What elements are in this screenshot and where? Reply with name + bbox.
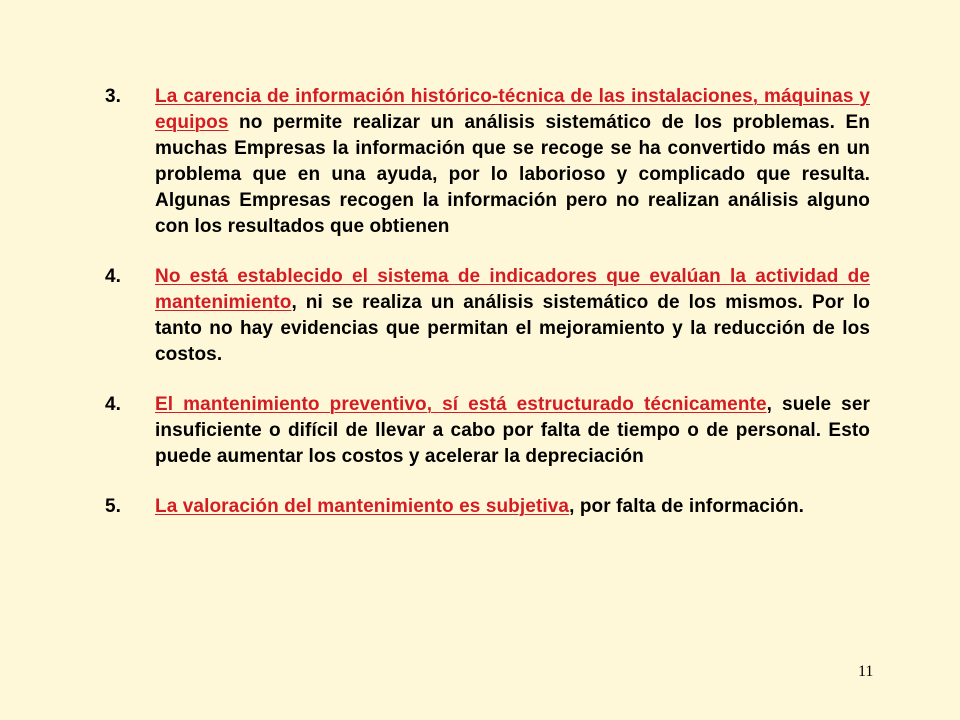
item-body: no permite realizar un análisis sistemático de los problemas. En muchas Empresas la información que se recoge se ha convertido más en un problema que en una ayuda, por lo laborioso y complicado que resulta. Algunas Empresas recogen la información pero no realizan análisis alguno con los resultados que obtienen [155,112,870,237]
item-text [155,264,870,368]
list-item [105,494,870,520]
item-body: , por falta de información. [569,496,805,517]
list-item [105,264,870,368]
list-item [105,392,870,470]
numbered-list [105,84,870,520]
item-highlight: La valoración del mantenimiento es subjetiva [155,496,570,517]
item-number: 3. [105,86,122,107]
list-item [105,84,870,240]
item-body: , ni se realiza un análisis sistemático de los mismos. Por lo tanto no hay evidencias que permitan el mejoramiento y la reducción de los costos. [155,292,870,365]
item-number: 4. [105,394,122,415]
page-number: 11 [858,663,874,680]
item-number: 5. [105,496,122,517]
item-text [155,84,870,240]
item-highlight: La carencia de información histórico-técnica de las instalaciones, máquinas y equipos [155,86,870,133]
item-highlight: El mantenimiento preventivo, sí está estructurado técnicamente [155,394,767,415]
item-text [155,494,870,520]
item-highlight: No está establecido el sistema de indicadores que evalúan la actividad de mantenimiento [155,266,870,313]
item-body: , suele ser insuficiente o difícil de llevar a cabo por falta de tiempo o de personal. Esto puede aumentar los costos y acelerar la depreciación [155,394,870,467]
item-number: 4. [105,266,122,287]
item-text [155,392,870,470]
